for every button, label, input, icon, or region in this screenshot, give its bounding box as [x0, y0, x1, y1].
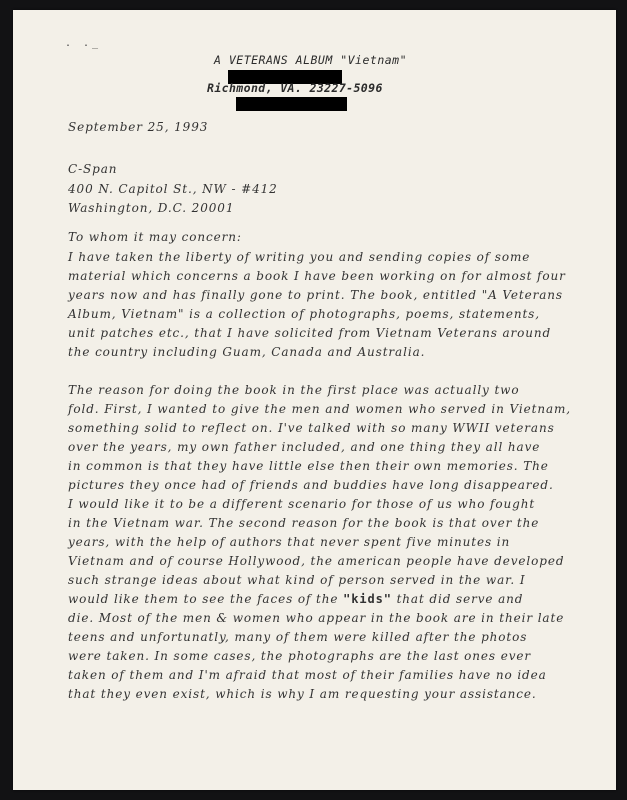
body-line: I would like it to be a different scenario for those of us who fought	[68, 497, 536, 511]
body-line: Vietnam and of course Hollywood, the american people have developed	[68, 554, 565, 568]
body-line: something solid to reflect on. I've talked with so many WWII veterans	[68, 421, 555, 435]
letterhead-title: A VETERANS ALBUM "Vietnam"	[214, 53, 408, 67]
body-line: fold. First, I wanted to give the men and women who served in Vietnam,	[68, 402, 572, 416]
redaction-bar	[236, 97, 347, 111]
body-line: I have taken the liberty of writing you and sending copies of some	[68, 250, 531, 264]
body-line: The reason for doing the book in the first place was actually two	[68, 383, 520, 397]
recipient-street: 400 N. Capitol St., NW - #412	[68, 182, 278, 196]
kids-emphasis: "kids"	[343, 592, 392, 606]
body-line-kids	[68, 592, 523, 606]
body-line: die. Most of the men & women who appear in the book are in their late	[68, 611, 565, 625]
body-line: in common is that they have little else then their own memories. The	[68, 459, 549, 473]
body-line: in the Vietnam war. The second reason for the book is that over the	[68, 516, 540, 530]
body-line: that they even exist, which is why I am requesting your assistance.	[68, 687, 537, 701]
body-line: years, with the help of authors that never spent five minutes in	[68, 535, 511, 549]
body-line: teens and unfortunatly, many of them were killed after the photos	[68, 630, 528, 644]
body-line: the country including Guam, Canada and Australia.	[68, 345, 426, 359]
letter-page	[13, 10, 616, 790]
body-line: material which concerns a book I have been working on for almost four	[68, 269, 566, 283]
body-line: Album, Vietnam" is a collection of photographs, poems, statements,	[68, 307, 540, 321]
body-line: pictures they once had of friends and buddies have long disappeared.	[68, 478, 554, 492]
recipient-name: C-Span	[68, 162, 118, 176]
kids-line-before: would like them to see the faces of the	[68, 592, 344, 606]
body-line: were taken. In some cases, the photographs are the last ones ever	[68, 649, 532, 663]
body-line: years now and has finally gone to print. The book, entitled "A Veterans	[68, 288, 563, 302]
body-line: unit patches etc., that I have solicited from Vietnam Veterans around	[68, 326, 552, 340]
letter-date: September 25, 1993	[68, 120, 209, 134]
recipient-city: Washington, D.C. 20001	[68, 201, 235, 215]
body-line: over the years, my own father included, and one thing they all have	[68, 440, 541, 454]
letterhead-address: Richmond, VA. 23227-5096	[207, 81, 383, 95]
corner-marks: . ._	[65, 38, 102, 49]
body-line: taken of them and I'm afraid that most of their families have no idea	[68, 668, 547, 682]
kids-line-after: that did serve and	[391, 592, 524, 606]
body-line: such strange ideas about what kind of person served in the war. I	[68, 573, 526, 587]
greeting: To whom it may concern:	[68, 230, 242, 244]
